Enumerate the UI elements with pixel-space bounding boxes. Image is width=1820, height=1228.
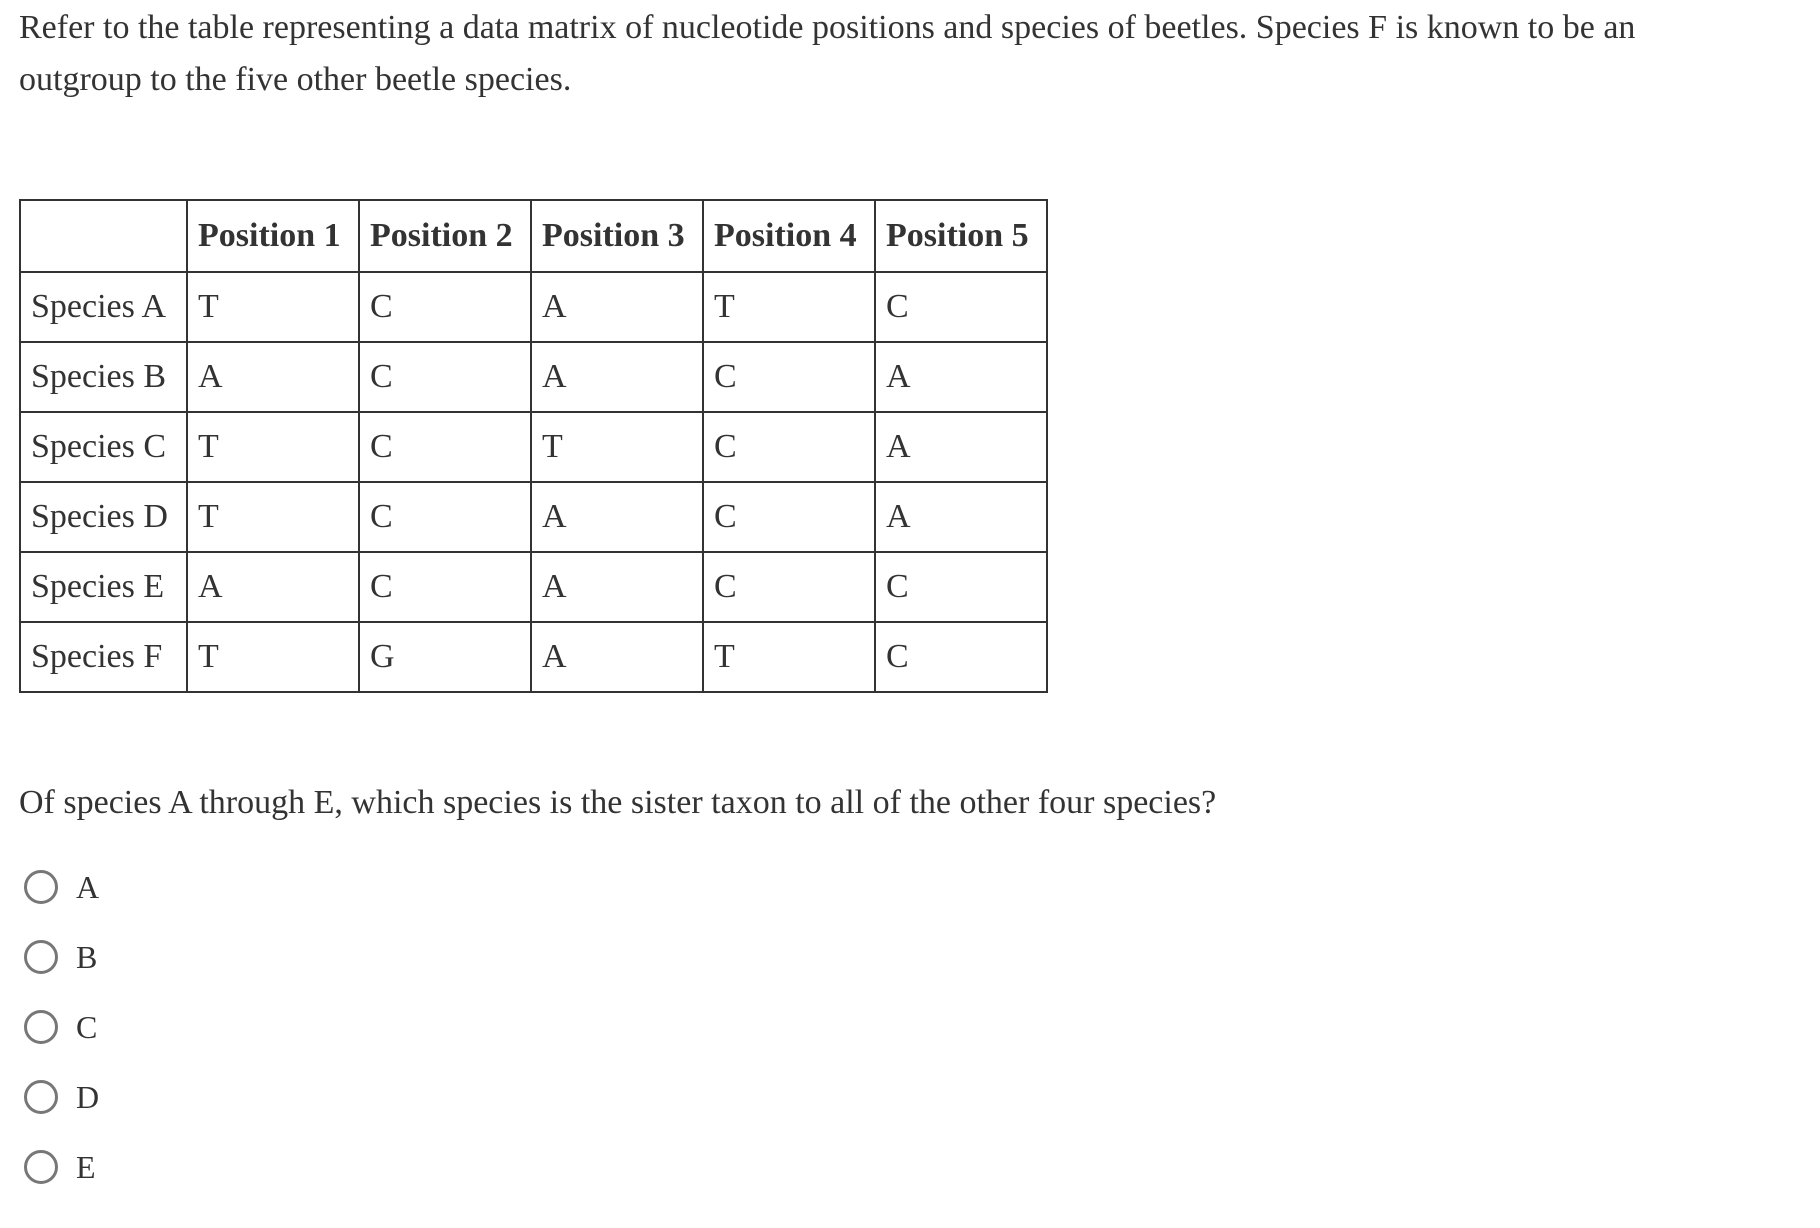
nucleotide-cell: A [187, 342, 359, 412]
column-header: Position 2 [359, 200, 531, 272]
nucleotide-cell: A [875, 412, 1047, 482]
nucleotide-cell: C [359, 272, 531, 342]
nucleotide-cell: A [875, 482, 1047, 552]
answer-options [24, 852, 99, 1202]
nucleotide-cell: C [359, 482, 531, 552]
species-name-cell: Species A [20, 272, 187, 342]
nucleotide-cell: C [359, 412, 531, 482]
nucleotide-cell: A [187, 552, 359, 622]
radio-button-icon[interactable] [24, 940, 58, 974]
question-text: Of species A through E, which species is the sister taxon to all of the other four species? [19, 784, 1217, 821]
table-header-row [20, 200, 1047, 272]
species-name-cell: Species B [20, 342, 187, 412]
nucleotide-cell: T [703, 622, 875, 692]
radio-button-icon[interactable] [24, 1150, 58, 1184]
species-name-cell: Species D [20, 482, 187, 552]
nucleotide-cell: T [531, 412, 703, 482]
nucleotide-cell: C [703, 552, 875, 622]
table-row [20, 272, 1047, 342]
nucleotide-cell: T [703, 272, 875, 342]
nucleotide-cell: G [359, 622, 531, 692]
answer-option-label: A [76, 869, 100, 905]
species-name-cell: Species E [20, 552, 187, 622]
nucleotide-cell: C [875, 552, 1047, 622]
nucleotide-cell: C [359, 342, 531, 412]
nucleotide-matrix-table [19, 199, 1048, 693]
nucleotide-cell: A [531, 552, 703, 622]
table-corner-cell [20, 200, 187, 272]
table-row [20, 342, 1047, 412]
nucleotide-cell: A [531, 342, 703, 412]
answer-option-d[interactable] [24, 1062, 99, 1132]
answer-option-label: E [76, 1149, 96, 1185]
radio-button-icon[interactable] [24, 1010, 58, 1044]
answer-option-c[interactable] [24, 992, 99, 1062]
nucleotide-cell: C [875, 622, 1047, 692]
nucleotide-cell: T [187, 622, 359, 692]
answer-option-label: D [76, 1079, 100, 1115]
nucleotide-cell: C [359, 552, 531, 622]
answer-option-label: B [76, 939, 98, 975]
nucleotide-cell: A [531, 622, 703, 692]
nucleotide-cell: A [531, 272, 703, 342]
answer-option-e[interactable] [24, 1132, 99, 1202]
radio-button-icon[interactable] [24, 1080, 58, 1114]
table-row [20, 412, 1047, 482]
answer-option-a[interactable] [24, 852, 99, 922]
nucleotide-cell: T [187, 272, 359, 342]
question-intro: Refer to the table representing a data matrix of nucleotide positions and species of beetles. Species F is known to be an outgroup to the five other beetle species. [19, 9, 1636, 98]
column-header: Position 1 [187, 200, 359, 272]
nucleotide-cell: C [703, 342, 875, 412]
nucleotide-cell: A [531, 482, 703, 552]
species-name-cell: Species F [20, 622, 187, 692]
table-row [20, 622, 1047, 692]
table-row [20, 482, 1047, 552]
table-row [20, 552, 1047, 622]
species-name-cell: Species C [20, 412, 187, 482]
column-header: Position 3 [531, 200, 703, 272]
column-header: Position 5 [875, 200, 1047, 272]
nucleotide-cell: C [703, 412, 875, 482]
nucleotide-cell: T [187, 412, 359, 482]
nucleotide-cell: A [875, 342, 1047, 412]
answer-option-b[interactable] [24, 922, 99, 992]
nucleotide-cell: C [875, 272, 1047, 342]
radio-button-icon[interactable] [24, 870, 58, 904]
column-header: Position 4 [703, 200, 875, 272]
answer-option-label: C [76, 1009, 98, 1045]
nucleotide-cell: T [187, 482, 359, 552]
nucleotide-cell: C [703, 482, 875, 552]
